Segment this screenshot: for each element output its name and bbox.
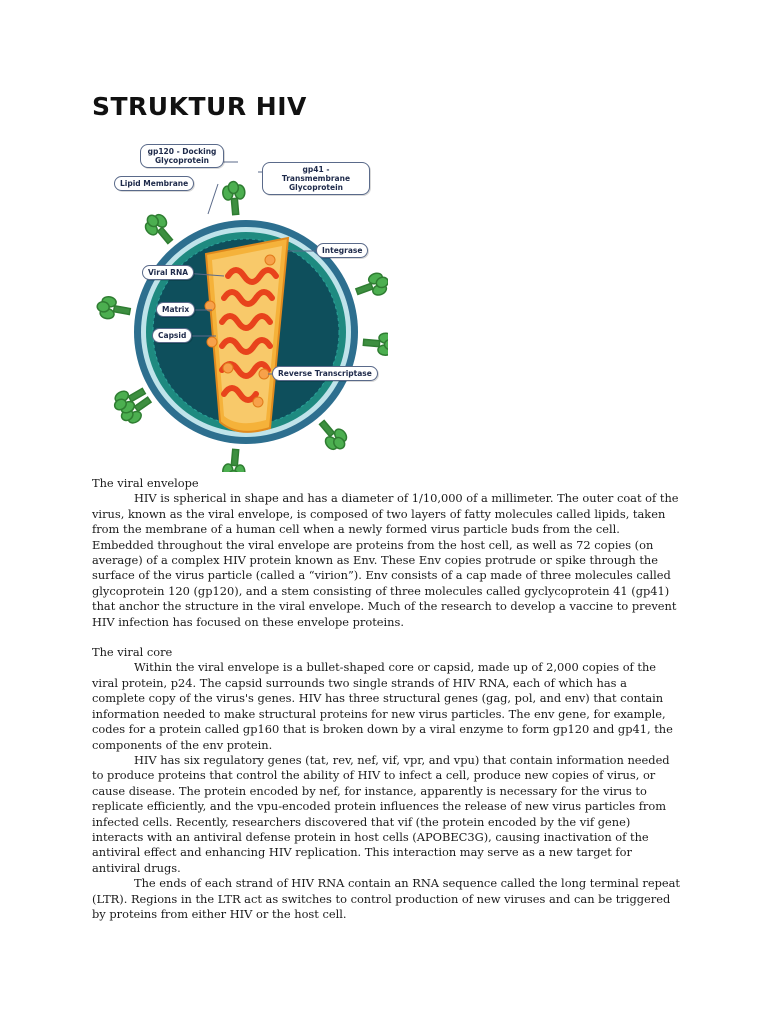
paragraph: Within the viral envelope is a bullet-shaped core or capsid, made up of 2,000 copies of the viral protein, p24. The capsid surrounds two single strands of HIV RNA, each of which has a complete copy of the virus's genes. HIV has three structural genes (gag, pol, and env) that contain information needed to make structural proteins for new virus particles. The env gene, for example, codes for a protein called gp160 that is broken down by a viral enzyme to form gp120 and gp41, the components of the env protein. xyxy=(92,660,673,752)
label-viral-rna: Viral RNA xyxy=(142,265,194,280)
hiv-structure-diagram xyxy=(88,136,388,472)
page-title: STRUKTUR HIV xyxy=(92,92,307,121)
label-integrase: Integrase xyxy=(316,243,368,258)
section-heading: The viral core xyxy=(92,645,173,660)
article-body xyxy=(92,476,680,922)
label-matrix: Matrix xyxy=(156,302,195,317)
label-reverse-transcriptase: Reverse Transcriptase xyxy=(272,366,378,381)
paragraph: HIV has six regulatory genes (tat, rev, nef, vif, vpr, and vpu) that contain information needed to produce proteins that control the ability of HIV to infect a cell, produce new copies of virus, or cause disease. The protein encoded by nef, for instance, apparently is necessary for the virus to replicate efficiently, and the vpu-encoded protein influences the release of new virus particles from infected cells. Recently, researchers discovered that vif (the protein encoded by the vif gene) interacts with an antiviral defense protein in host cells (APOBEC3G), causing inactivation of the antiviral effect and enhancing HIV replication. This interaction may serve as a new target for antiviral drugs. xyxy=(92,752,670,875)
label-gp41: gp41 - Transmembrane Glycoprotein xyxy=(262,162,370,195)
label-capsid: Capsid xyxy=(152,328,192,343)
label-gp120: gp120 - Docking Glycoprotein xyxy=(140,144,224,168)
paragraph: The ends of each strand of HIV RNA contain an RNA sequence called the long terminal repeat (LTR). Regions in the LTR act as switches to control production of new viruses and can be triggered by proteins from either HIV or the host cell. xyxy=(92,876,680,921)
label-lipid-membrane: Lipid Membrane xyxy=(114,176,194,191)
paragraph: HIV is spherical in shape and has a diameter of 1/10,000 of a millimeter. The outer coat of the virus, known as the viral envelope, is composed of two layers of fatty molecules called lipids, taken from the membrane of a human cell when a newly formed virus particle buds from the cell. Embedded throughout the viral envelope are proteins from the host cell, as well as 72 copies (on average) of a complex HIV protein known as Env. These Env copies protrude or spike through the surface of the virus particle (called a “virion”). Env consists of a cap made of three molecules called glycoprotein 120 (gp120), and a stem consisting of three molecules called gyclycoprotein 41 (gp41) that anchor the structure in the viral envelope. Much of the research to develop a vaccine to prevent HIV infection has focused on these envelope proteins. xyxy=(92,491,679,629)
section-heading: The viral envelope xyxy=(92,476,199,490)
